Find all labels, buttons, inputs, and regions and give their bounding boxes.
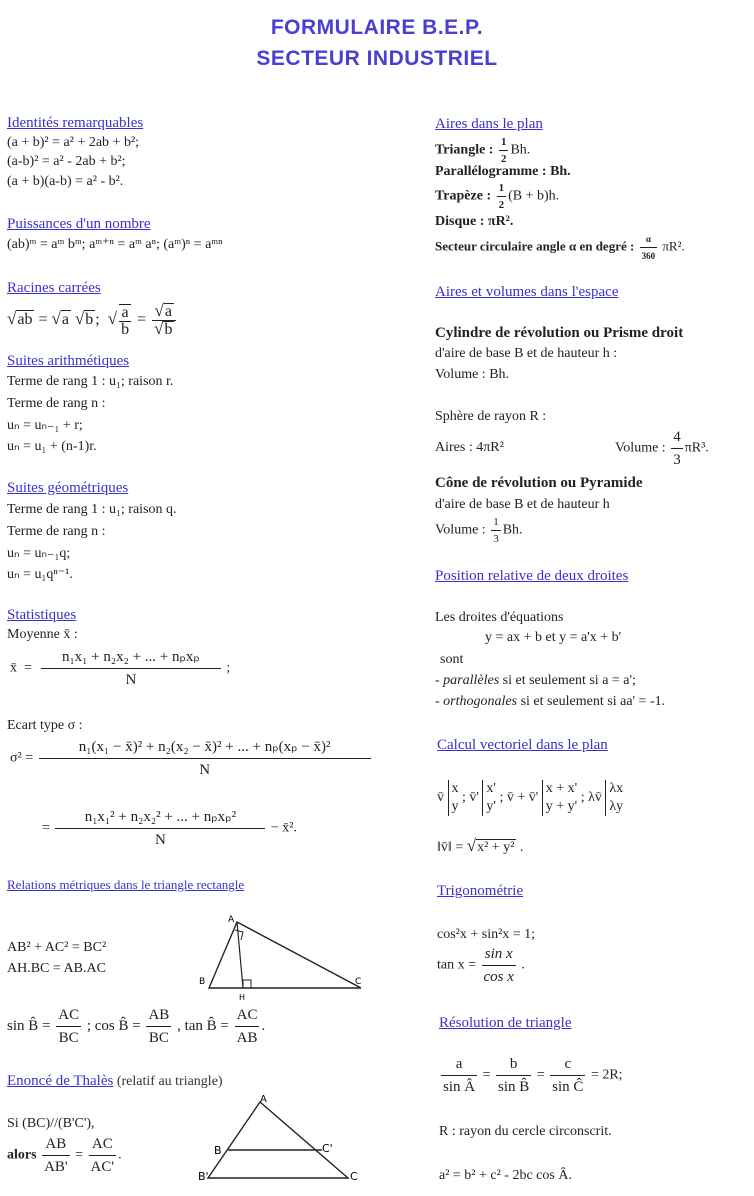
variance-eq-2: =: [42, 820, 50, 836]
sphere-volume: Volume : $\frac{4}{3}$ πR³.: [615, 426, 709, 471]
position-line-1: Les droites d'équations: [435, 610, 564, 625]
position-line-3: sont: [440, 652, 464, 667]
heading-suites-arith: Suites arithmétiques: [7, 353, 130, 369]
racines-eq-1: =: [38, 311, 48, 329]
racine-frac2-num: √a: [152, 303, 176, 321]
sqrt-a: a: [61, 311, 69, 329]
racines-eq-2: =: [137, 311, 147, 329]
fig2-label-Cp: C': [322, 1142, 333, 1155]
aire-secteur: Secteur circulaire angle α en degré : $\frac{\alpha}{360}$ πR².: [435, 231, 685, 264]
cone-line-3: Volume : $\frac{1}{3}$ Bh.: [435, 516, 523, 545]
arith-line-4: uₙ = u₁ + (n-1)r.: [7, 439, 97, 454]
heading-aires-plan: Aires dans le plan: [435, 116, 543, 132]
arith-line-1: Terme de rang 1 : u₁; raison r.: [7, 374, 174, 389]
racine-frac-den: b: [121, 320, 130, 338]
heading-relations: Relations métriques dans le triangle rectangle: [7, 877, 245, 892]
sqrt-b: b: [85, 311, 94, 329]
aire-triangle: Triangle : $\frac{1}{2}$ Bh.: [435, 136, 531, 165]
thales-formula: [7, 1133, 122, 1178]
thales-eq: =: [75, 1147, 84, 1163]
moyenne-eq: =: [24, 660, 32, 676]
rayon-line: R : rayon du cercle circonscrit.: [439, 1124, 612, 1139]
thales-frac1-den: AB': [44, 1159, 68, 1175]
moyenne-num: n₁x₁ + n₂x₂ + ... + nₚxₚ: [41, 646, 221, 669]
thales-alors: alors: [7, 1147, 37, 1163]
sqrt-ab: ab: [17, 311, 33, 329]
variance-tail: − x̄².: [270, 820, 297, 836]
aire-disque: Disque : πR².: [435, 214, 514, 229]
cylindre-line-1: Cylindre de révolution ou Prisme droit: [435, 325, 684, 341]
identite-line-3: (a + b)(a-b) = a² - b².: [7, 174, 124, 189]
moyenne-formula: [10, 646, 230, 691]
moyenne-semi: ;: [226, 660, 231, 676]
norme-formula: ‖v̄‖ = √x² + y² .: [437, 836, 524, 855]
moyenne-xbar: x̄: [10, 660, 17, 676]
vecteurs-formula: v̄ x y ; v̄' x' y' ; v̄ + v̄' x + x' y + y' ; λv̄ λx λy: [437, 781, 624, 814]
fig1-label-C: C: [355, 977, 362, 987]
racines-formula: √ab = √a √b ; √ $\frac{a}{b}$ = $\frac{√a}{√b}$: [7, 303, 178, 338]
tan-b-label: , tan B̂ =: [177, 1017, 229, 1034]
fig2-label-C: C: [350, 1170, 358, 1183]
position-line-4: - parallèles si et seulement si a = a';: [435, 673, 636, 688]
sin-den: BC: [58, 1030, 79, 1046]
pythagore: AB² + AC² = BC²: [7, 940, 107, 955]
thales-suffix: (relatif au triangle): [116, 1074, 223, 1089]
fig2-label-A: A: [260, 1094, 267, 1105]
variance-sigma2: σ²: [10, 750, 22, 766]
variance-eq-1: =: [25, 750, 34, 766]
al-kashi: a² = b² + c² - 2bc cos Â.: [439, 1168, 572, 1183]
right-triangle-figure: [195, 912, 375, 1002]
aire-trapeze: Trapèze : $\frac{1}{2}$ (B + b)h.: [435, 182, 560, 211]
variance-den-2: N: [154, 832, 166, 848]
cos-num: AB: [146, 1004, 171, 1027]
fig1-label-B: B: [199, 977, 206, 987]
ecart-type-label: Ecart type σ :: [7, 718, 83, 733]
cone-line-1: Cône de révolution ou Pyramide: [435, 475, 643, 491]
trigo-rect-formula: [7, 1004, 265, 1049]
variance-formula-1: [10, 736, 373, 781]
variance-num-1: n₁(x₁ − x̄)² + n₂(x₂ − x̄)² + ... + nₚ(xₚ − x̄)²: [39, 736, 371, 759]
tan-den: AB: [236, 1030, 258, 1046]
arith-line-3: uₙ = uₙ₋₁ + r;: [7, 418, 83, 433]
fig1-label-H: H: [239, 993, 246, 1002]
variance-num-2: n₁x₁² + n₂x₂² + ... + nₚxₚ²: [55, 806, 265, 829]
fig2-label-Bp: B': [198, 1170, 209, 1183]
heading-volumes: Aires et volumes dans l'espace: [435, 284, 619, 300]
cylindre-line-2: d'aire de base B et de hauteur h :: [435, 346, 618, 361]
thales-dot: .: [118, 1147, 122, 1163]
relation-hauteur: AH.BC = AB.AC: [7, 961, 106, 976]
heading-resolution: Résolution de triangle: [439, 1015, 572, 1031]
identite-line-2: (a-b)² = a² - 2ab + b²;: [7, 154, 126, 169]
racines-sep: ;: [95, 311, 100, 329]
geom-line-1: Terme de rang 1 : u₁; raison q.: [7, 502, 177, 517]
racine-frac-num: a: [119, 305, 131, 322]
heading-trigo: Trigonométrie: [437, 883, 524, 899]
heading-suites-geom: Suites géométriques: [7, 480, 129, 496]
moyenne-den: N: [125, 672, 137, 688]
cos-b-label: ; cos B̂ =: [86, 1017, 141, 1034]
thales-frac2-den: AC': [90, 1159, 115, 1175]
variance-formula-2: [42, 806, 297, 851]
identite-line-1: (a + b)² = a² + 2ab + b²;: [7, 135, 140, 150]
heading-identites: Identités remarquables: [7, 115, 144, 131]
puissances-line: (ab)ᵐ = aᵐ bᵐ; aᵐ⁺ⁿ = aᵐ aⁿ; (aᵐ)ⁿ = aᵐⁿ: [7, 237, 223, 252]
fig1-label-A: A: [228, 915, 235, 925]
cylindre-line-3: Volume : Bh.: [435, 367, 510, 382]
position-line-5: - orthogonales si et seulement si aa' = -1.: [435, 694, 666, 709]
heading-position: Position relative de deux droites: [435, 568, 629, 584]
heading-racines: Racines carrées: [7, 280, 101, 296]
trigo-tan: tan x = $\frac{\text{sin x}}{\text{cos x}}$ .: [437, 943, 525, 988]
thales-frac2-num: AC: [89, 1133, 117, 1156]
racine-frac2-den: √b: [154, 319, 173, 338]
variance-den-1: N: [199, 762, 211, 778]
sphere-line-1: Sphère de rayon R :: [435, 409, 547, 424]
thales-heading-line: [7, 1073, 223, 1090]
page-title-line2: SECTEUR INDUSTRIEL: [256, 47, 498, 70]
sin-num: AC: [56, 1004, 81, 1027]
heading-thales: Enoncé de Thalès: [7, 1073, 114, 1089]
trigo-line-1: cos²x + sin²x = 1;: [437, 927, 536, 942]
cos-den: BC: [148, 1030, 169, 1046]
fig2-label-B: B: [214, 1144, 222, 1157]
heading-puissances: Puissances d'un nombre: [7, 216, 151, 232]
geom-line-3: uₙ = uₙ₋₁q;: [7, 546, 71, 561]
page-title-line1: FORMULAIRE B.E.P.: [270, 16, 484, 39]
heading-vecteurs: Calcul vectoriel dans le plan: [437, 737, 608, 753]
moyenne-label: Moyenne x̄ :: [7, 627, 78, 642]
loi-sinus: $\frac{a}{\text{sin Â}}$ = $\frac{b}{\text{sin B̂}}$ = $\frac{c}{\text{sin Ĉ}}$ = 2R;: [439, 1053, 623, 1098]
thales-frac1-num: AB: [42, 1133, 70, 1156]
geom-line-2: Terme de rang n :: [7, 524, 106, 539]
cone-line-2: d'aire de base B et de hauteur h: [435, 497, 610, 512]
sphere-aires: Aires : 4πR²: [435, 440, 504, 455]
arith-line-2: Terme de rang n :: [7, 396, 106, 411]
relations-dot: .: [261, 1017, 266, 1034]
thales-si: Si (BC)//(B'C'),: [7, 1116, 95, 1131]
tan-num: AC: [235, 1004, 260, 1027]
sin-b-label: sin B̂ =: [7, 1017, 51, 1034]
position-line-2: y = ax + b et y = a'x + b': [485, 630, 622, 645]
heading-statistiques: Statistiques: [7, 607, 77, 623]
geom-line-4: uₙ = u₁qⁿ⁻¹.: [7, 567, 73, 582]
thales-figure: [198, 1092, 368, 1188]
aire-parallelogramme: Parallélogramme : Bh.: [435, 164, 571, 179]
